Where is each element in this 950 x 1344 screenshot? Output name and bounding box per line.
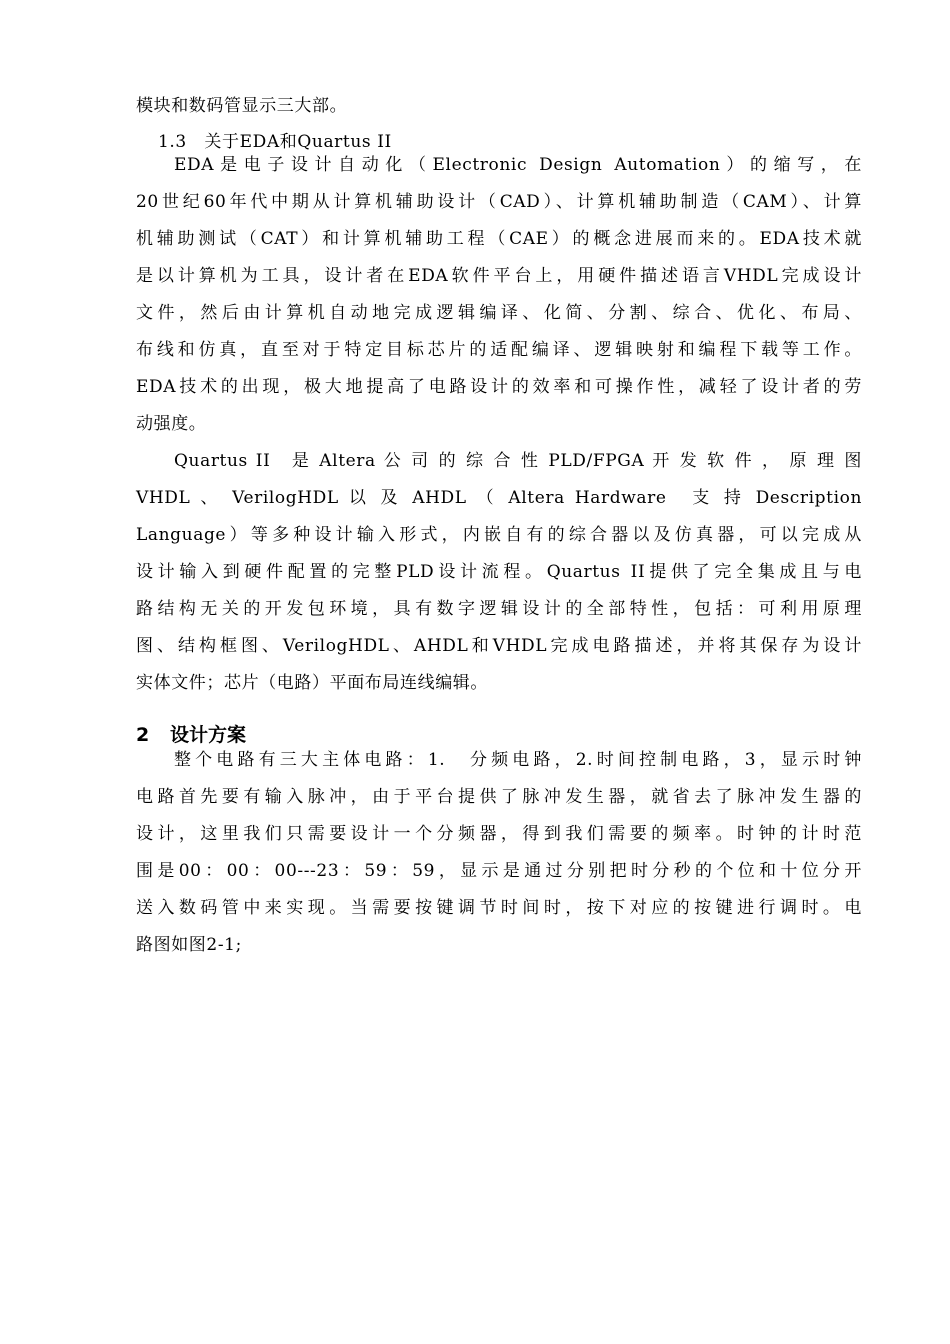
paragraph-line: 围是00：00：00---23：59：59，显示是通过分别把时分秒的个位和十位分开 [136,861,862,881]
paragraph-line: 设计，这里我们只需要设计一个分频器，得到我们需要的频率。时钟的计时范 [136,824,862,844]
paragraph-line: 图、结构框图、VerilogHDL、AHDL和VHDL完成电路描述，并将其保存为设计 [136,636,862,656]
paragraph-line: 送入数码管中来实现。当需要按键调节时间时，按下对应的按键进行调时。电 [136,898,862,918]
paragraph-line: 路图如图2-1; [136,935,242,955]
paragraph-line: VHDL 、 VerilogHDL 以 及 AHDL （ Altera Hardware 支 持 Description [136,488,862,508]
paragraph-line: 路结构无关的开发包环境，具有数字逻辑设计的全部特性，包括：可利用原理 [136,599,862,619]
paragraph-line: 设计输入到硬件配置的完整PLD设计流程。Quartus II提供了完全集成且与电 [136,562,862,582]
paragraph-line: 20世纪60年代中期从计算机辅助设计（CAD）、计算机辅助制造（CAM）、计算 [136,192,862,212]
paragraph-line: 电路首先要有输入脉冲，由于平台提供了脉冲发生器，就省去了脉冲发生器的 [136,787,862,807]
section-number: 2 [136,724,150,746]
paragraph-line: 布线和仿真，直至对于特定目标芯片的适配编译、逻辑映射和编程下载等工作。 [136,340,862,360]
paragraph-line: 动强度。 [136,414,207,434]
paragraph-line: 是以计算机为工具，设计者在EDA软件平台上，用硬件描述语言VHDL完成设计 [136,266,862,286]
paragraph-line: EDA是电子设计自动化（Electronic Design Automation）的缩写，在 [174,155,862,175]
paragraph-line: 文件，然后由计算机自动地完成逻辑编译、化简、分割、综合、优化、布局、 [136,303,862,323]
section-1-3-title: 1.3 关于EDA和Quartus II [158,132,392,152]
paragraph-line: Language）等多种设计输入形式，内嵌自有的综合器以及仿真器，可以完成从 [136,525,862,545]
paragraph-line: 机辅助测试（CAT）和计算机辅助工程（CAE）的概念进展而来的。EDA技术就 [136,229,862,249]
carry-over-line: 模块和数码管显示三大部。 [136,96,348,116]
section-2-heading [136,723,246,747]
paragraph-line: 整个电路有三大主体电路：1. 分频电路，2.时间控制电路，3，显示时钟 [174,750,862,770]
section-title: 设计方案 [170,724,247,746]
paragraph-line: Quartus II 是 Altera 公 司 的 综 合 性 PLD/FPGA 开 发 软 件 ， 原 理 图 [174,451,862,471]
paragraph-line: 实体文件；芯片（电路）平面布局连线编辑。 [136,673,488,693]
paragraph-line: EDA技术的出现，极大地提高了电路设计的效率和可操作性，减轻了设计者的劳 [136,377,862,397]
